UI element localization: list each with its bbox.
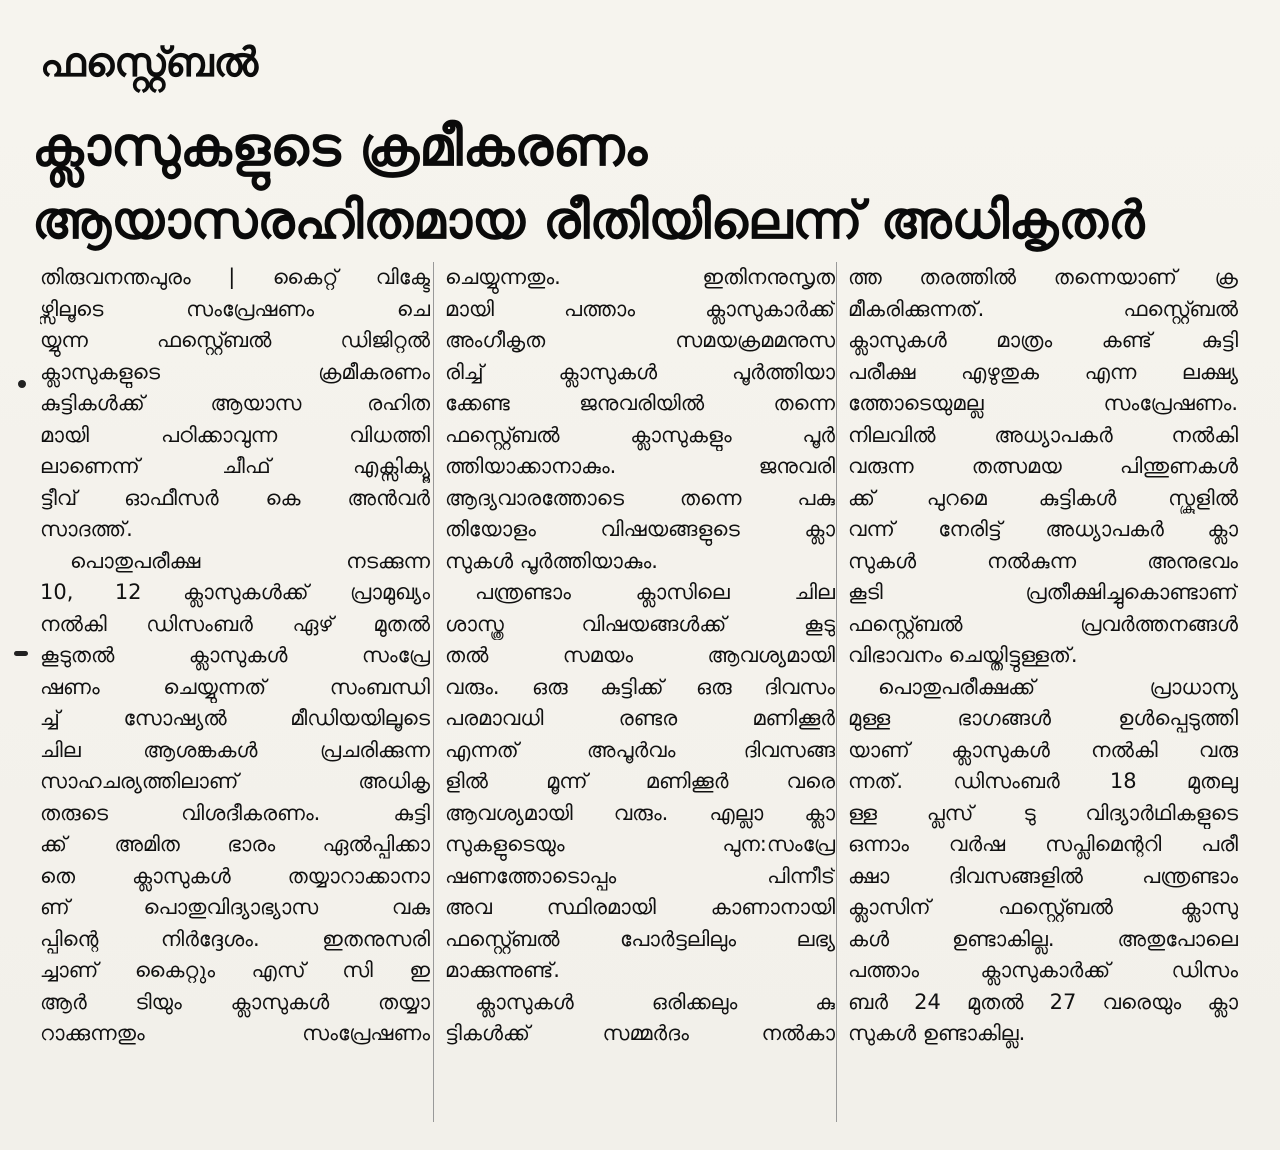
text-line: ട്ടികൾക്ക് സമ്മർദം നൽകാ: [445, 1021, 835, 1045]
text-line: ഫസ്റ്റ്ബെൽ പോർട്ടലിലും ലഭ്യ: [445, 926, 835, 951]
text-line: ച്ച് സോഷ്യൽ മീഡിയയിലൂടെ: [40, 706, 430, 730]
text-line: ളിൽ മൂന്ന് മണിക്കൂർ വരെ: [445, 769, 835, 793]
text-line: ത്ത തരത്തിൽ തന്നെയാണ് ക്ര: [848, 265, 1238, 289]
text-line: ഷണം ചെയ്യുന്നത് സംബന്ധി: [40, 674, 430, 699]
text-line: തൽ സമയം ആവശ്യമായി: [445, 643, 835, 667]
text-line: പരീക്ഷ എഴുതുക എന്ന ലക്ഷ്യ: [848, 359, 1238, 384]
text-line: ബർ 24 മുതൽ 27 വരെയും ക്ലാ: [848, 989, 1238, 1014]
text-line: ക്കേണ്ട ജനുവരിയിൽ തന്നെ: [445, 391, 835, 415]
text-line: തിയോളം വിഷയങ്ങളുടെ ക്ലാ: [445, 517, 835, 541]
text-line: പന്ത്രണ്ടാം ക്ലാസിലെ ചില: [475, 580, 835, 604]
text-line: വരുന്ന തത്സമയ പിന്തുണകൾ: [848, 454, 1238, 478]
text-line: ത്തോടെയുമല്ല സംപ്രേഷണം.: [848, 391, 1238, 415]
text-line: ക്ലാസുകളുടെ ക്രമീകരണം: [40, 359, 430, 384]
text-line: ന്നത്. ഡിസംബർ 18 മുതലു: [848, 769, 1238, 793]
text-line: സുകൾ ഉണ്ടാകില്ല.: [848, 1021, 1026, 1045]
text-line: ട്ടീവ് ഓഫീസർ കെ അൻവർ: [40, 485, 430, 510]
text-line: ആവശ്യമായി വരും. എല്ലാ ക്ലാ: [445, 800, 835, 825]
text-line: കൂടി പ്രതീക്ഷിച്ചുകൊണ്ടാണ്: [848, 580, 1238, 604]
text-line: ലാണെന്ന് ചീഫ് എക്സിക്യൂ: [40, 454, 430, 478]
article-column-1: [40, 262, 430, 1050]
text-line: സുകളുടെയും പുന:സംപ്രേ: [445, 832, 835, 856]
text-line: മുള്ള ഭാഗങ്ങൾ ഉൾപ്പെടുത്തി: [848, 706, 1238, 730]
text-line: ത്തിയാക്കാനാകും. ജനുവരി: [445, 454, 835, 478]
text-line: മീകരിക്കുന്നത്. ഫസ്റ്റ്ബെൽ: [848, 296, 1238, 321]
text-line: റാക്കുന്നതും സംപ്രേഷണം: [40, 1021, 430, 1045]
text-line: പ്പിന്റെ നിർദ്ദേശം. ഇതനുസരി: [40, 926, 430, 951]
text-line: ച്ചാണ് കൈറ്റും എസ് സി ഇ: [40, 958, 430, 982]
text-line: തെ ക്ലാസുകൾ തയ്യാറാക്കാനാ: [40, 863, 430, 888]
text-line: ണ് പൊതുവിദ്യാഭ്യാസ വകു: [40, 895, 430, 919]
text-line: ആദ്യവാരത്തോടെ തന്നെ പകു: [445, 485, 835, 510]
text-line: വിഭാവനം ചെയ്തിട്ടുള്ളത്.: [848, 643, 1078, 667]
text-line: ഴ്സിലൂടെ സംപ്രേഷണം ചെ: [40, 296, 430, 321]
headline: [32, 110, 1262, 258]
text-line: പത്താം ക്ലാസുകാർക്ക് ഡിസം: [848, 958, 1238, 982]
text-line: മായി പത്താം ക്ലാസുകാർക്ക്: [445, 296, 835, 321]
text-line: സുകൾ നൽകുന്ന അനുഭവം: [848, 548, 1238, 573]
text-line: ള്ള പ്ലസ് ടു വിദ്യാർഥികളുടെ: [848, 800, 1238, 825]
text-line: ചെയ്യുന്നതും. ഇതിനനുസൃത: [445, 265, 835, 289]
column-divider: [836, 262, 837, 1122]
text-line: 10, 12 ക്ലാസുകൾക്ക് പ്രാമുഖ്യം: [40, 580, 430, 604]
text-line: ആർ ടിയും ക്ലാസുകൾ തയ്യാ: [40, 989, 430, 1014]
headline-line-1: ക്ലാസുകളുടെ ക്രമീകരണം: [32, 115, 648, 178]
text-line: സാദത്ത്.: [40, 517, 133, 541]
text-line: പരമാവധി രണ്ടര മണിക്കൂർ: [445, 706, 835, 730]
text-line: ക്ക് പുറമെ കുട്ടികൾ സ്കൂളിൽ: [848, 485, 1238, 510]
text-line: ശാസ്ത്ര വിഷയങ്ങൾക്ക് കൂടു: [445, 611, 835, 636]
headline-line-2: ആയാസരഹിതമായ രീതിയിലെന്ന് അധികൃതർ: [32, 191, 1145, 251]
text-line: നൽകി ഡിസംബർ ഏഴ് മുതൽ: [40, 611, 430, 636]
text-line: ഷണത്തോടൊപ്പം പിന്നീട്: [445, 863, 835, 888]
text-line: കൂടുതൽ ക്ലാസുകൾ സംപ്രേ: [40, 643, 430, 667]
text-line: തിരുവനന്തപുരം | കൈറ്റ് വിക്ടേ: [40, 265, 430, 289]
text-line: ക്ക് അമിത ഭാരം ഏൽപ്പിക്കാ: [40, 832, 430, 856]
text-line: വരും. ഒരു കുട്ടിക്ക് ഒരു ദിവസം: [445, 674, 835, 699]
text-line: ചില ആശങ്കകൾ പ്രചരിക്കുന്ന: [40, 737, 430, 762]
text-line: ക്ലാസുകൾ ഒരിക്കലും കു: [475, 989, 835, 1014]
text-line: വന്ന് നേരിട്ട് അധ്യാപകർ ക്ലാ: [848, 517, 1238, 541]
column-divider: [433, 262, 434, 1122]
ink-speck: [14, 651, 28, 656]
text-line: എന്നത് അപൂർവം ദിവസങ്ങ: [445, 737, 835, 762]
text-line: സുകൾ പൂർത്തിയാകും.: [445, 548, 658, 573]
text-line: രിച്ച് ക്ലാസുകൾ പൂർത്തിയാ: [445, 359, 835, 384]
text-line: പൊതുപരീക്ഷക്ക് പ്രാധാന്യ: [878, 674, 1238, 699]
text-line: ക്ലാസുകൾ മാത്രം കണ്ട് കുട്ടി: [848, 328, 1238, 352]
text-line: ക്ലാസിന് ഫസ്റ്റ്ബെൽ ക്ലാസു: [848, 895, 1238, 919]
text-line: അംഗീകൃത സമയക്രമമനുസ: [445, 328, 835, 352]
article-column-3: [848, 262, 1238, 1050]
text-line: നിലവിൽ അധ്യാപകർ നൽകി: [848, 422, 1238, 447]
text-line: കുട്ടികൾക്ക് ആയാസ രഹിത: [40, 391, 430, 415]
text-line: തരുടെ വിശദീകരണം. കുട്ടി: [40, 800, 430, 825]
text-line: മാക്കുന്നുണ്ട്.: [445, 958, 560, 982]
text-line: യ്യുന്ന ഫസ്റ്റ്ബെൽ ഡിജിറ്റൽ: [40, 328, 430, 352]
text-line: മായി പഠിക്കാവുന്ന വിധത്തി: [40, 422, 430, 447]
ink-speck: [18, 380, 26, 388]
text-line: പൊതുപരീക്ഷ നടക്കുന്ന: [70, 548, 430, 573]
text-line: അവ സ്ഥിരമായി കാണാനായി: [445, 895, 835, 919]
text-line: കൾ ഉണ്ടാകില്ല. അതുപോലെ: [848, 926, 1238, 951]
article-column-2: [445, 262, 835, 1050]
text-line: യാണ് ക്ലാസുകൾ നൽകി വരു: [848, 737, 1238, 762]
text-line: സാഹചര്യത്തിലാണ് അധികൃ: [40, 769, 430, 793]
text-line: ഫസ്റ്റ്ബെൽ ക്ലാസുകളും പൂർ: [445, 422, 835, 447]
text-line: ഫസ്റ്റ്ബെൽ പ്രവർത്തനങ്ങൾ: [848, 611, 1238, 636]
text-line: ഒന്നാം വർഷ സപ്ലിമെന്ററി പരീ: [848, 832, 1238, 856]
text-line: ക്ഷാ ദിവസങ്ങളിൽ പന്ത്രണ്ടാം: [848, 863, 1238, 888]
section-kicker: ഫസ്റ്റ്ബെൽ: [40, 40, 259, 86]
